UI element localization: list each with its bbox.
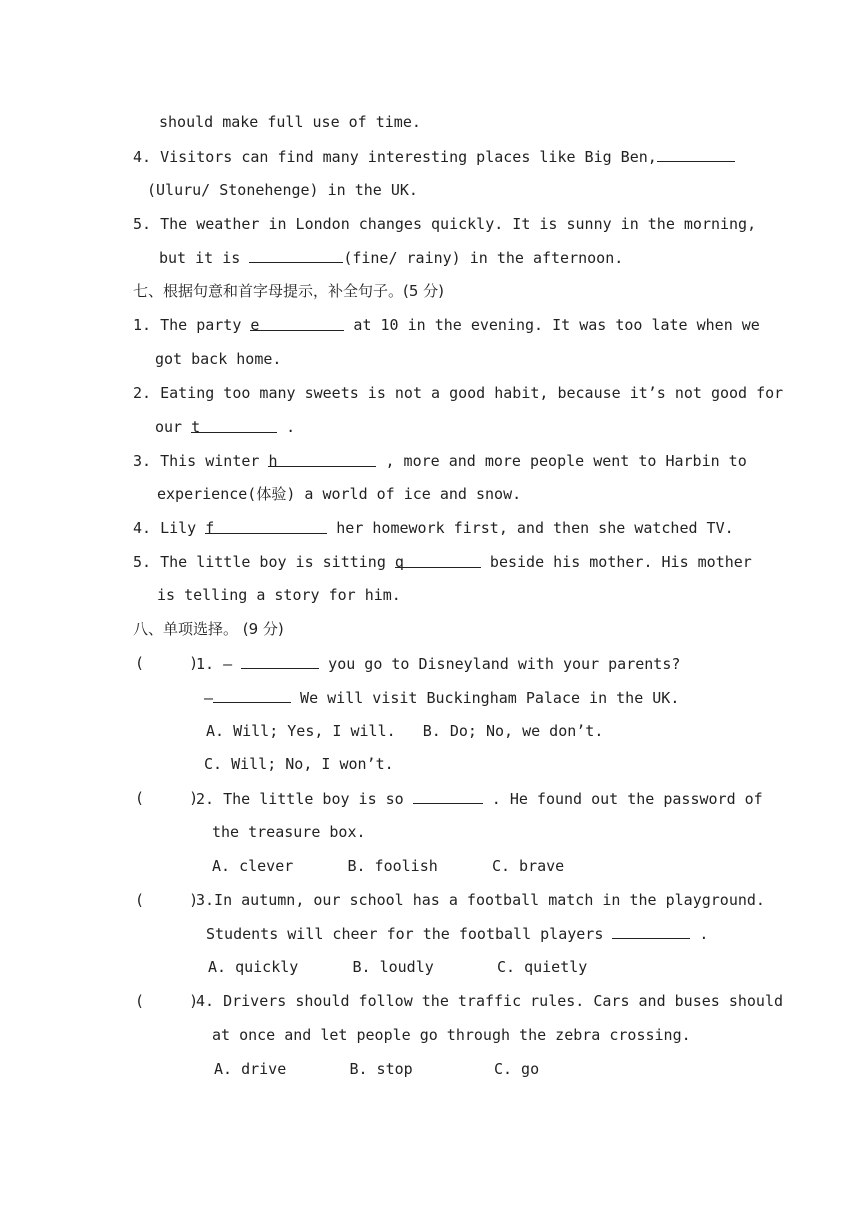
s7-q1-blank[interactable]: e [250,315,344,331]
s8-q2-line1: 2. The little boy is so . He found out the password of [196,790,763,808]
s6-q4-line2: (Uluru/ Stonehenge) in the UK. [147,181,418,199]
s8-q3-blank[interactable] [612,923,690,939]
s8-q3-line2: Students will cheer for the football players . [206,925,709,943]
s7-q2-line2: our t . [155,418,296,436]
s7-q4-blank[interactable]: f [205,518,327,534]
s8-q1-paren[interactable]: ( ) [135,654,199,672]
s6-q5-line1: 5. The weather in London changes quickly. It is sunny in the morning, [133,215,757,233]
s7-q1-line2: got back home. [155,350,282,368]
s7-q5-line1: 5. The little boy is sitting q beside his mother. His mother [133,553,752,571]
s7-q4-line1: 4. Lily f her homework first, and then she watched TV. [133,519,734,537]
s6-q5-line2: but it is (fine/ rainy) in the afternoon. [159,249,624,267]
s6-line-time: should make full use of time. [159,113,421,131]
s8-q1-blank1[interactable] [241,653,319,669]
s8-q4-options: A. drive B. stop C. go [214,1060,540,1078]
s8-q1-blank2[interactable] [213,687,291,703]
s6-q5-blank[interactable] [249,247,343,263]
s8-q1-line1: 1. — you go to Disneyland with your parents? [196,655,681,673]
s8-q2-paren[interactable]: ( ) [135,789,199,807]
s7-q5-line2: is telling a story for him. [157,586,401,604]
s7-q3-line1: 3. This winter h , more and more people went to Harbin to [133,452,747,470]
section7-heading: 七、根据句意和首字母提示，补全句子。(5 分) [133,282,445,300]
s6-q4-blank[interactable] [657,146,735,162]
s8-q4-line1: 4. Drivers should follow the traffic rules. Cars and buses should [196,992,783,1010]
s8-q3-paren[interactable]: ( ) [135,891,199,909]
s8-q2-blank[interactable] [413,788,483,804]
s7-q2-blank[interactable]: t [191,417,277,433]
s8-q1-options1: A. Will; Yes, I will. B. Do; No, we don’t. [206,722,604,740]
s8-q2-options: A. clever B. foolish C. brave [212,857,565,875]
s8-q3-options: A. quickly B. loudly C. quietly [208,958,588,976]
s8-q3-line1: 3.In autumn, our school has a football match in the playground. [196,891,765,909]
s7-q2-line1: 2. Eating too many sweets is not a good habit, because it’s not good for [133,384,784,402]
s7-q3-line2: experience(体验) a world of ice and snow. [157,485,522,503]
s8-q4-line2: at once and let people go through the zebra crossing. [212,1026,691,1044]
section8-heading: 八、单项选择。 (9 分) [133,620,284,638]
s7-q1-line1: 1. The party e at 10 in the evening. It was too late when we [133,316,760,334]
s8-q1-line2: — We will visit Buckingham Palace in the UK. [204,689,680,707]
s6-q4-line1: 4. Visitors can find many interesting places like Big Ben, [133,146,735,167]
s8-q1-options2: C. Will; No, I won’t. [204,755,394,773]
s7-q3-blank[interactable]: h [268,451,376,467]
s8-q2-line2: the treasure box. [212,823,366,841]
s8-q4-paren[interactable]: ( ) [135,992,199,1010]
s7-q5-blank[interactable]: q [395,552,481,568]
